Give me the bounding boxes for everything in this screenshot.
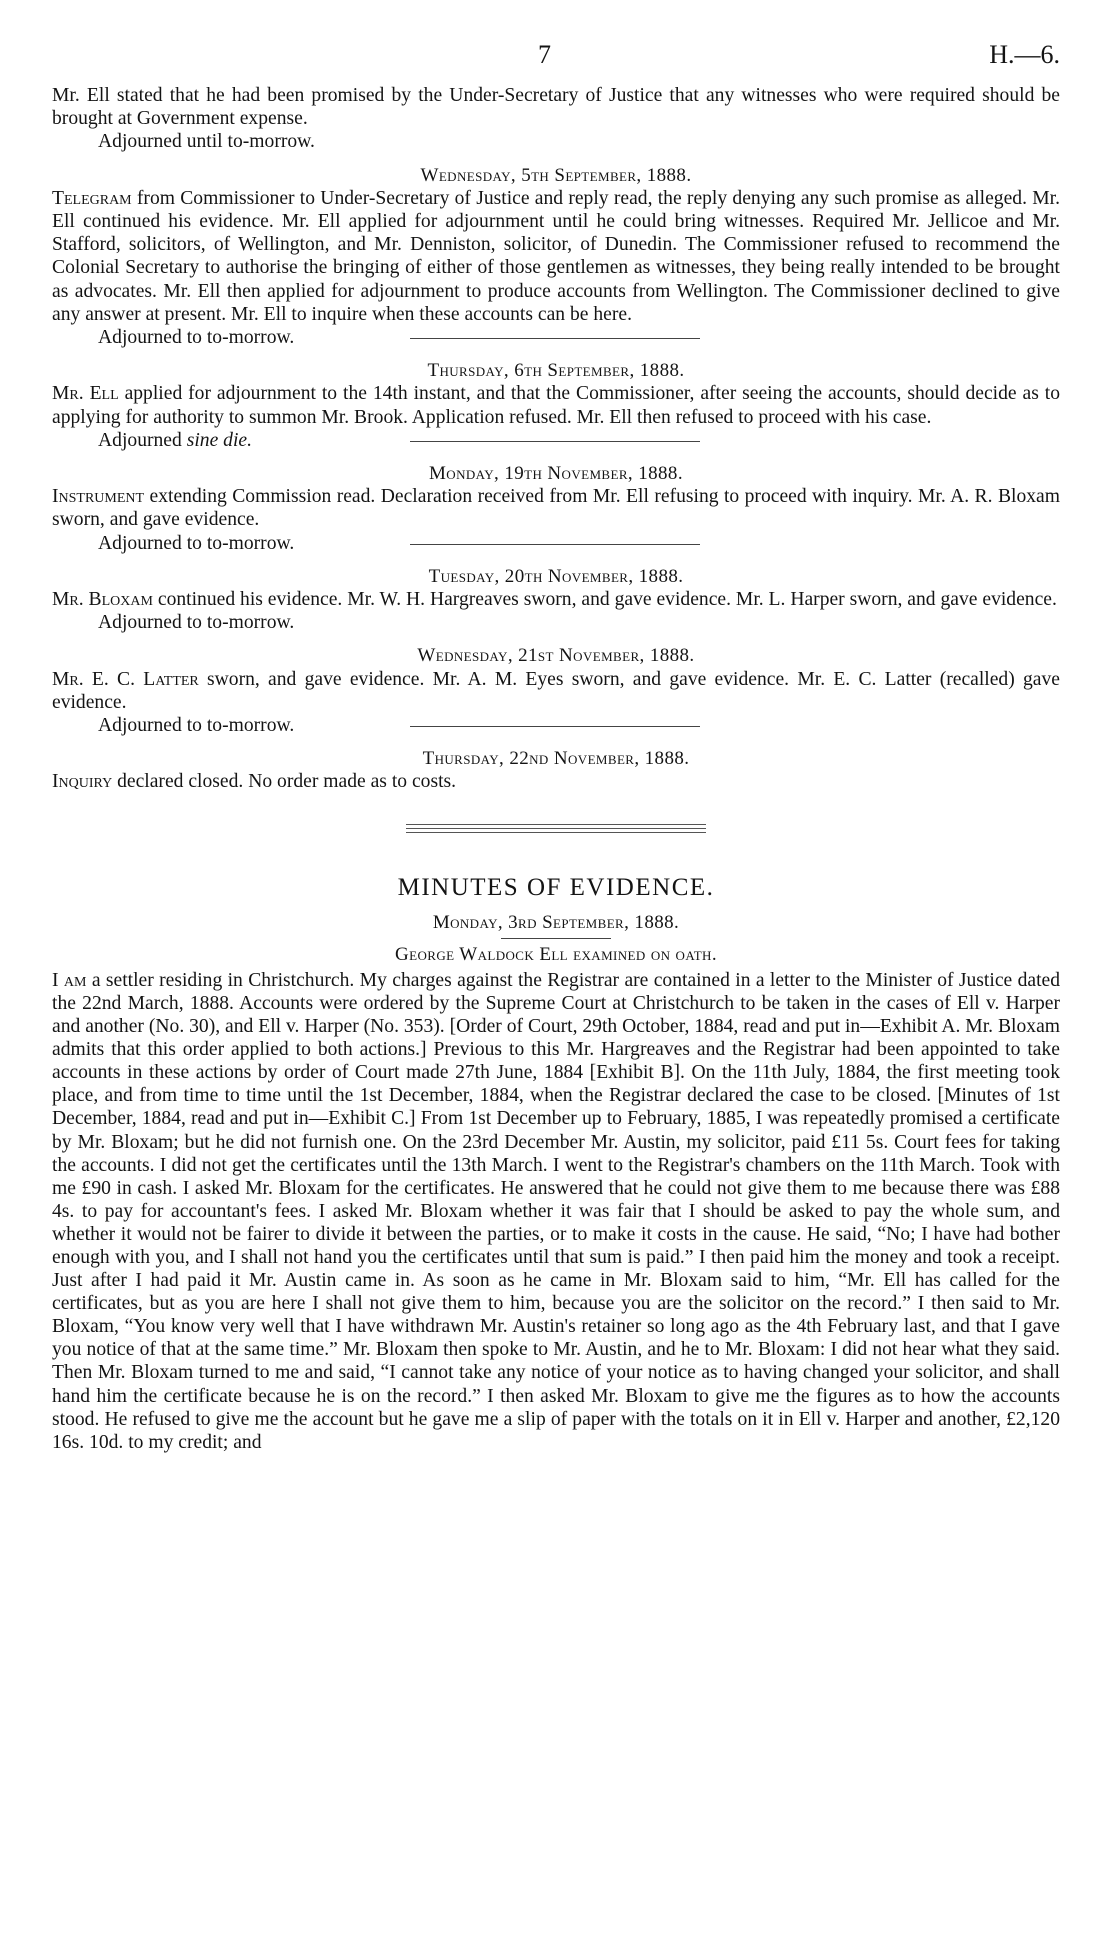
entry-date: Wednesday, 5th September, 1888. bbox=[420, 164, 692, 186]
separator-rule bbox=[410, 726, 700, 727]
minutes-date-rule bbox=[501, 938, 611, 939]
adjourned-line: Adjourned sine die. bbox=[98, 429, 252, 451]
witness-heading: George Waldock Ell examined on oath. bbox=[395, 943, 717, 965]
entry-paragraph bbox=[52, 668, 1060, 714]
entry-text: extending Commission read. Declaration received from Mr. Ell refusing to proceed with inquiry. Mr. A. R. Bloxam sworn, and gave evidence. bbox=[52, 486, 1060, 531]
adjourned-line: Adjourned to to-morrow. bbox=[98, 327, 295, 349]
separator-rule bbox=[410, 441, 700, 442]
intro-paragraph: Mr. Ell stated that he had been promised by the Under-Secretary of Justice that any witnesses who were required should be brought at Government expense. bbox=[52, 85, 1060, 130]
document-page bbox=[52, 40, 1060, 1454]
entry-paragraph bbox=[52, 485, 1060, 531]
evidence-text: a settler residing in Christchurch. My charges against the Registrar are contained in a letter to the Minister of Justice dated the 22nd March, 1888. Accounts were ordered by the Supreme Court at Christchurch to be taken in the cases of Ell v. Harper and another (No. 30), and Ell v. Harper (No. 353). [Order of Court, 29th October, 1884, read and put in—Exhibit A. Mr. Bloxam admits that this order applied to both actions.] Previous to this Mr. Hargreaves and the Registrar had been appointed to take accounts in these actions by order of Court made 27th June, 1884 [Exhibit B]. On the 11th July, 1884, the first meeting took place, and from time to time until the 1st December, 1884, when the Registrar declared the case to be closed. [Minutes of 1st December, 1884, read and put in—Exhibit C.] From 1st December up to February, 1885, I was repeatedly promised a certificate by Mr. Bloxam; but he did not furnish one. On the 23rd December Mr. Austin, my solicitor, paid £11 5s. Court fees for taking the accounts. I did not get the certificates until the 13th March. I went to the Registrar's chambers on the 11th March. Took with me £90 in cash. I asked Mr. Bloxam for the certificates. He answered that he could not give them to me because there was £88 4s. to pay for accountant's fees. I asked Mr. Bloxam whether it was fair that I should be asked to pay the whole sum, and whether it would not be fairer to divide it between the parties, or to make it costs in the cause. He said, “No; I have had bother enough with you, and I shall not hand you the certificates until that sum is paid.” I then paid him the money and took a receipt. Just after I had paid it Mr. Austin came in. As soon as he came in Mr. Bloxam said to him, “Mr. Ell has called for the certificates, but as you are here I shall not give them to him, because you are the solicitor on the record.” I then said to Mr. Bloxam, “You know very well that I have withdrawn Mr. Austin's retainer so long ago as the 4th February last, and that I gave you notice of that at the same time.” Mr. Bloxam then spoke to Mr. Austin, and he to Mr. Bloxam: I did not hear what they said. Then Mr. Bloxam turned to me and said, “I cannot take any notice of your notice as to having changed your solicitor, and shall hand him the certificate because he is on the record.” I then asked Mr. Bloxam to give me the figures as to how the accounts stood. He refused to give me the account but he gave me a slip of paper with the totals on it in Ell v. Harper and another, £2,120 16s. 10d. to my credit; and bbox=[52, 969, 1061, 1453]
entry-date: Tuesday, 20th November, 1888. bbox=[428, 565, 684, 587]
entry-paragraph bbox=[52, 187, 1060, 326]
section-double-rule-lower bbox=[406, 832, 706, 833]
entry-lead: Instrument bbox=[52, 486, 145, 508]
entry-text: applied for adjournment to the 14th instant, and that the Commissioner, after seeing the accounts, should decide as to applying for authority to summon Mr. Brook. Application refused. Mr. Ell then refused to proceed with his case. bbox=[52, 383, 1060, 428]
entry-lead: Telegram bbox=[52, 187, 132, 209]
entry-text: continued his evidence. Mr. W. H. Hargreaves sworn, and gave evidence. Mr. L. Harper sworn, and gave evidence. bbox=[152, 589, 1057, 611]
entry-paragraph bbox=[52, 588, 1060, 611]
adjourned-line: Adjourned to to-morrow. bbox=[98, 715, 295, 737]
entry-lead: Inquiry bbox=[52, 771, 113, 793]
entry-paragraph bbox=[52, 382, 1060, 428]
minutes-date: Monday, 3rd September, 1888. bbox=[432, 911, 680, 933]
adjourned-line: Adjourned to to-morrow. bbox=[98, 612, 295, 634]
page-number: 7 bbox=[538, 40, 551, 69]
evidence-body bbox=[52, 969, 1060, 1454]
entry-date: Thursday, 6th September, 1888. bbox=[427, 360, 685, 382]
entry-paragraph bbox=[52, 770, 1060, 793]
separator-rule bbox=[410, 338, 700, 339]
entry-text: declared closed. No order made as to costs. bbox=[112, 771, 457, 793]
evidence-lead: I am bbox=[52, 969, 87, 991]
adjourned-line: Adjourned to to-morrow. bbox=[98, 532, 295, 554]
entry-text: sworn, and gave evidence. Mr. A. M. Eyes sworn, and gave evidence. Mr. E. C. Latter (recalled) gave evidence. bbox=[52, 668, 1060, 713]
adjourned-latin: sine die. bbox=[186, 429, 252, 451]
section-double-rule bbox=[406, 824, 706, 829]
entry-lead: Mr. E. C. Latter bbox=[52, 668, 199, 690]
entry-date: Wednesday, 21st November, 1888. bbox=[417, 645, 695, 667]
entry-lead: Mr. Ell bbox=[52, 383, 119, 405]
entry-lead: Mr. Bloxam bbox=[52, 589, 153, 611]
entry-date: Monday, 19th November, 1888. bbox=[429, 463, 683, 485]
evidence-paragraph bbox=[52, 969, 1060, 1454]
entry-text: from Commissioner to Under-Secretary of Justice and reply read, the reply denying any such promise as alleged. Mr. Ell continued his evidence. Mr. Ell applied for adjournment until he could bring witnesses. Required Mr. Jellicoe and Mr. Stafford, solicitors, of Wellington, and Mr. Denniston, solicitor, of Dunedin. The Commissioner refused to recommend the Colonial Secretary to authorise the bringing of either of those gentlemen as witnesses, they being really intended to be brought as advocates. Mr. Ell then applied for adjournment to produce accounts from Wellington. The Commissioner declined to give any answer at present. Mr. Ell to inquire when these accounts can be here. bbox=[52, 187, 1060, 325]
document-reference: H.—6. bbox=[989, 40, 1060, 69]
page-header bbox=[52, 40, 1060, 84]
minutes-title: MINUTES OF EVIDENCE. bbox=[397, 873, 715, 901]
adjourned-line: Adjourned until to-morrow. bbox=[98, 131, 315, 153]
entry-date: Thursday, 22nd November, 1888. bbox=[422, 748, 690, 770]
separator-rule bbox=[410, 544, 700, 545]
